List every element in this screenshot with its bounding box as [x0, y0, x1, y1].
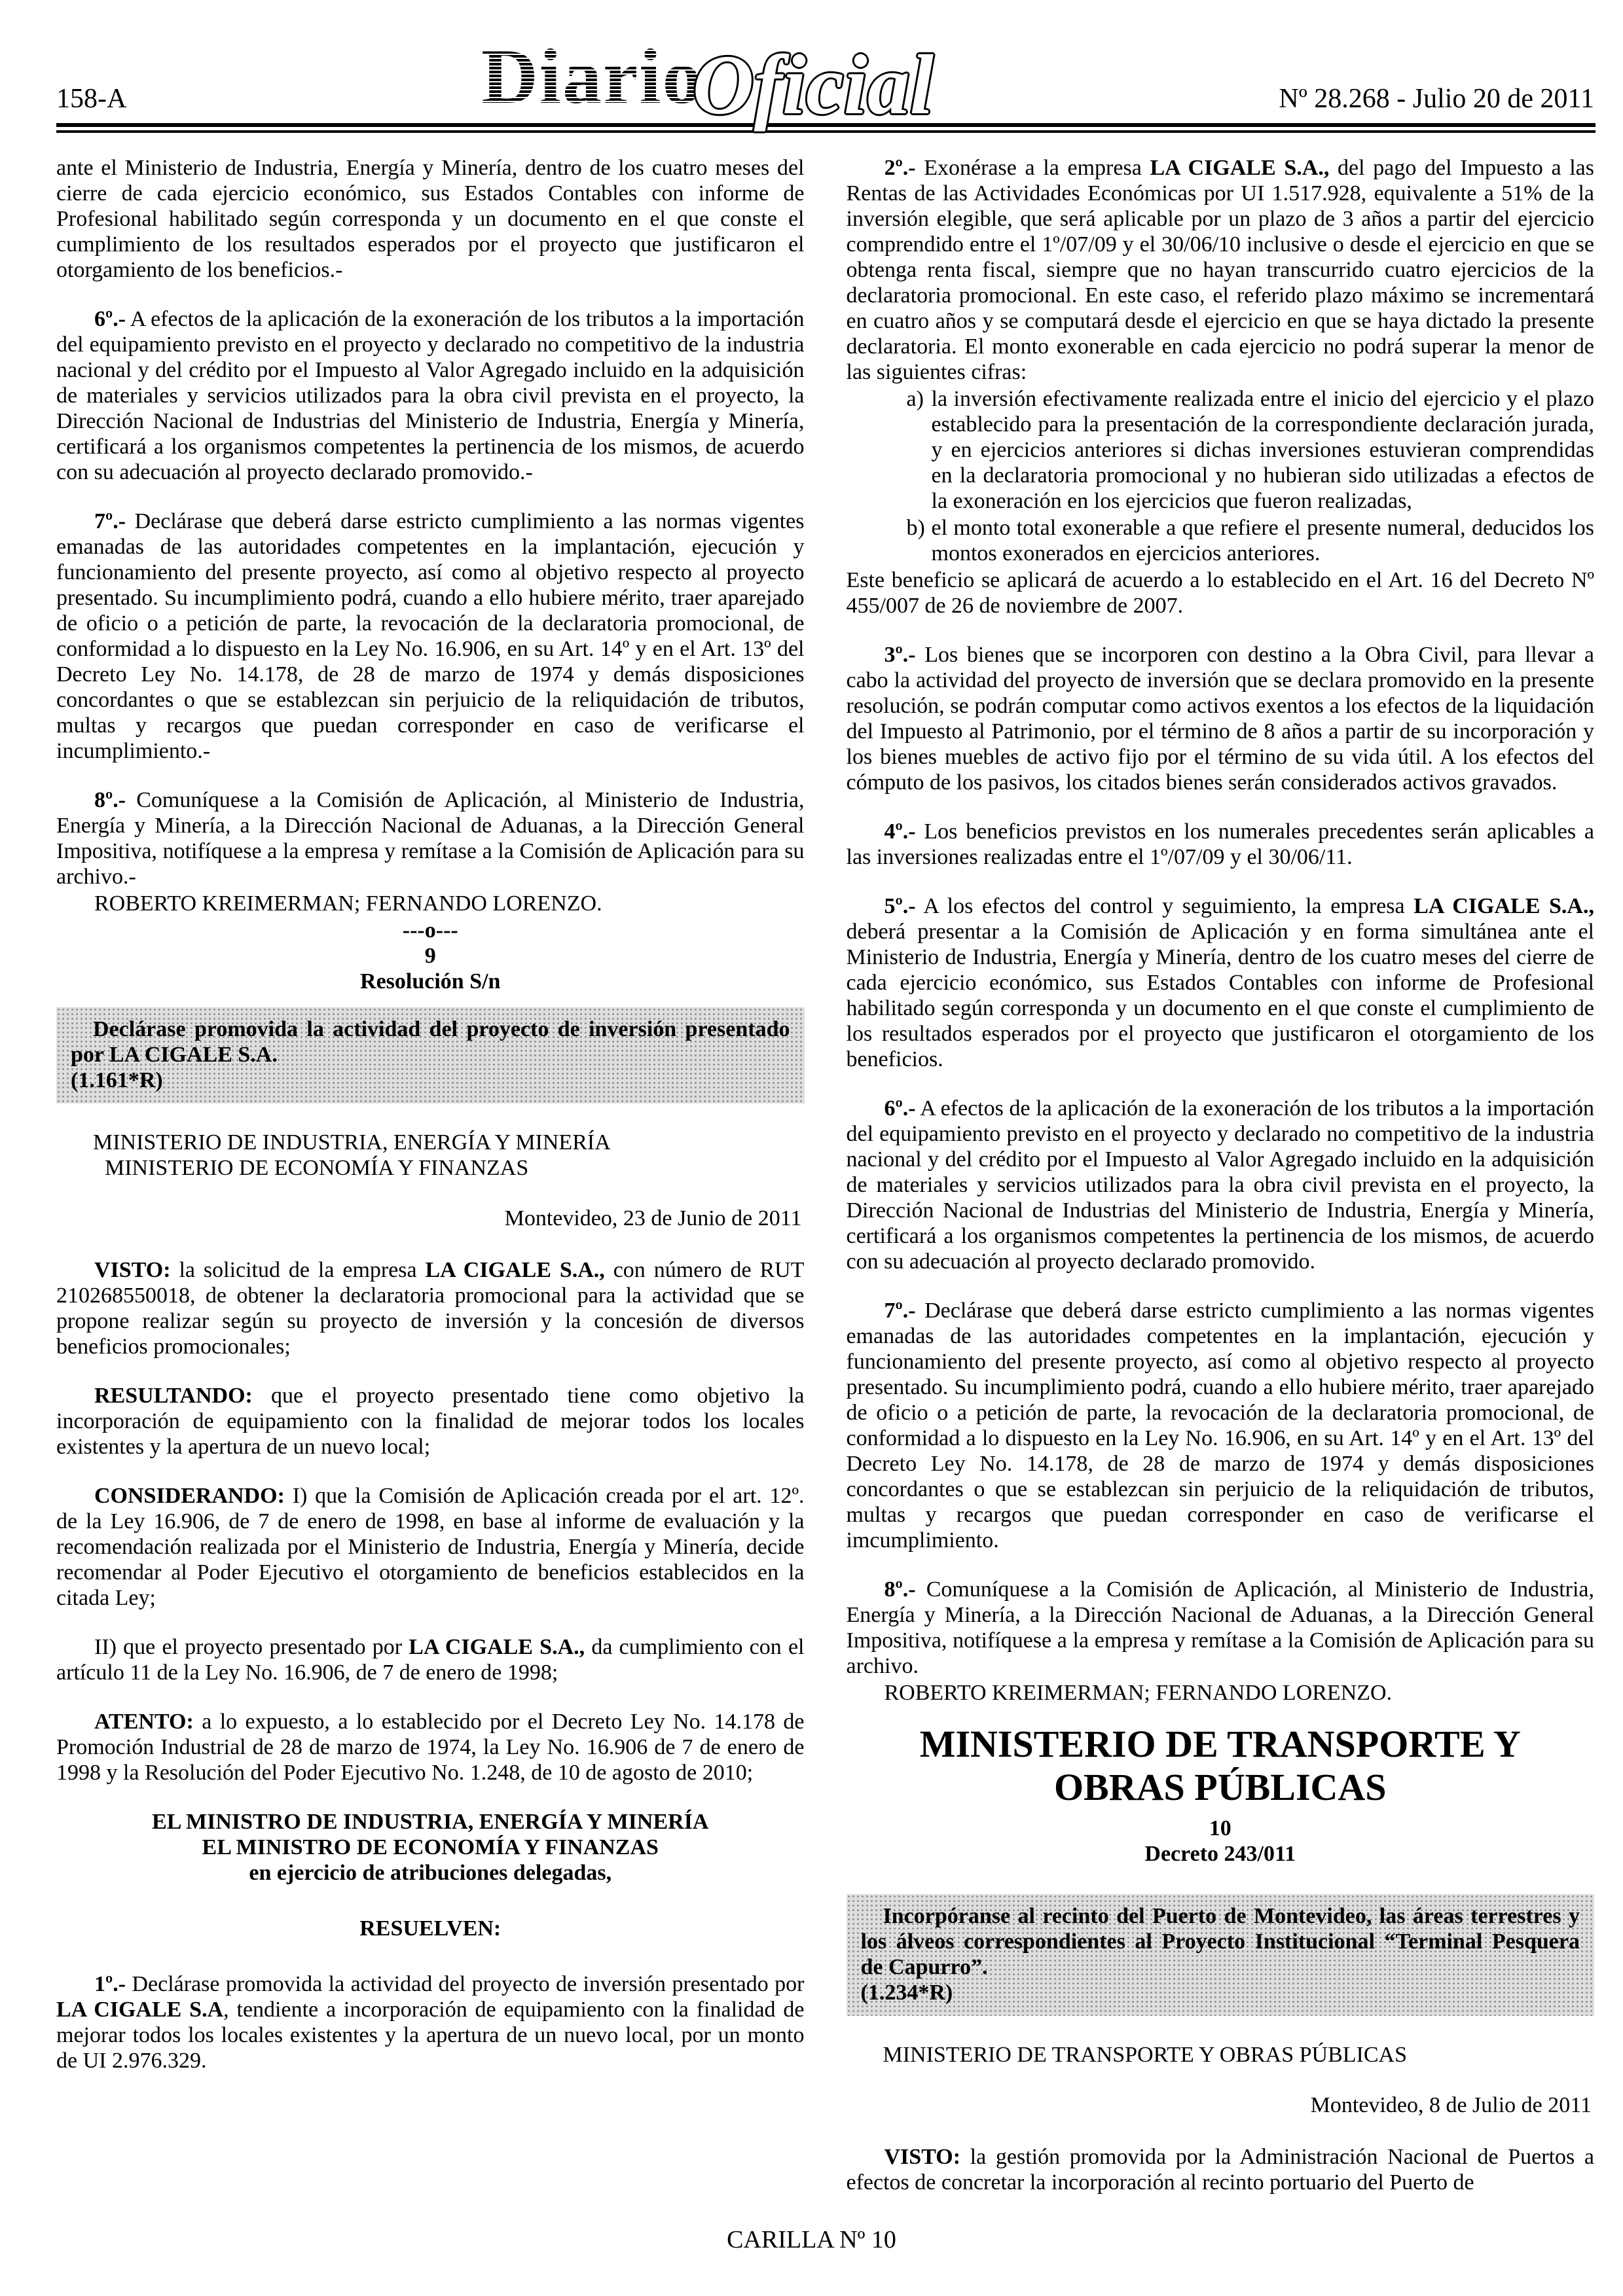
text-run: ROBERTO KREIMERMAN; FERNANDO LORENZO.	[94, 891, 602, 916]
list-marker: a)	[906, 387, 924, 411]
text-run: MINISTERIO DE TRANSPORTE Y OBRAS PÚBLICAS	[883, 2043, 1408, 2067]
paragraph	[56, 1257, 805, 1359]
centered-heading	[56, 1809, 805, 1835]
list-item	[847, 515, 1595, 566]
text-run: la inversión efectivamente realizada entre el inicio del ejercicio y el plazo establecido para la presentación de la correspondiente declaración jurada, y en ejercicios anteriores si dichas inversiones estuvieran comprendidas en la declaratoria promocional y no hubieran sido utilizadas a efectos de la exoneración en los ejercicios que fueron realizadas,	[931, 387, 1594, 513]
text-run: Declárase que deberá darse estricto cumplimiento a las normas vigentes emanadas de las autoridades competentes en la implantación, ejecución y funcionamiento del presente proyecto, así como al objetivo respecto al proyecto presentado. Su incumplimiento podrá, cuando a ello hubiere mérito, traer aparejado de oficio o a petición de parte, la revocación de la declaratoria promocional, de conformidad a lo dispuesto en la Ley No. 16.906, en su Art. 14º y en el Art. 13º del Decreto Ley No. 14.178, de 28 de marzo de 1974 y demás disposiciones concordantes o que se establezcan sin perjuicio de la reliquidación de tributos, multas y recargos que puedan corresponder en caso de verificarse el incumplimiento.-	[56, 509, 805, 763]
list-item	[847, 386, 1595, 514]
paragraph	[847, 1298, 1595, 1553]
text-run: , tendiente a incorporación de equipamiento con la finalidad de mejorar todos los locales existentes y la apertura de un nuevo local, por un monto de UI 2.976.329.	[56, 1998, 805, 2073]
text-run: deberá presentar a la Comisión de Aplicación y en forma simultánea ante el Ministerio de Industria, Energía y Minería, dentro de los cuatro meses del cierre de cada ejercicio económico, sus Estados Contables con informe de Profesional habilitado según corresponda y un documento en el que conste el cumplimiento de los resultados esperados por el proyecto que justificaron el otorgamiento de los beneficios.	[846, 920, 1594, 1071]
text-run: ROBERTO KREIMERMAN; FERNANDO LORENZO.	[884, 1681, 1393, 1705]
text-run: EL MINISTRO DE ECONOMÍA Y FINANZAS	[202, 1835, 659, 1859]
text-run: 8º.-	[94, 788, 126, 812]
centered-heading	[56, 969, 805, 994]
text-run: LA CIGALE S.A.,	[1413, 894, 1594, 918]
highlight-box-line: (1.161*R)	[71, 1068, 163, 1092]
text-run: MINISTERIO DE TRANSPORTE Y OBRAS PÚBLICAS	[919, 1723, 1521, 1808]
text-run: 9	[424, 944, 436, 968]
text-run: Montevideo, 23 de Junio de 2011	[504, 1206, 802, 1230]
text-run: Resolución S/n	[360, 969, 501, 994]
text-run: 6º.-	[94, 307, 126, 331]
text-run: Montevideo, 8 de Julio de 2011	[1310, 2093, 1592, 2117]
two-column-body	[0, 133, 1623, 2219]
text-run: 10	[1209, 1816, 1231, 1840]
text-run: 5º.-	[884, 894, 916, 918]
text-run: 6º.-	[884, 1096, 916, 1121]
page-header	[0, 0, 1623, 132]
paragraph	[847, 1096, 1595, 1274]
text-run: ATENTO:	[94, 1710, 194, 1734]
centered-heading	[56, 1916, 805, 1941]
text-run: A efectos de la aplicación de la exoneración de los tributos a la importación del equipamiento previsto en el proyecto y declarado no competitivo de la industria nacional y del crédito por el Impuesto al Valor Agregado incluido en la adquisición de materiales y servicios utilizados para la obra civil prevista en el proyecto, la Dirección Nacional de Industrias del Ministerio de Industria, Energía y Minería, certificará a los organismos competentes la pertinencia de los mismos, de acuerdo con su adecuación al proyecto declarado promovido.	[846, 1096, 1594, 1274]
oficial-wordmark: Oficial	[692, 37, 934, 132]
text-run: Comuníquese a la Comisión de Aplicación, al Ministerio de Industria, Energía y Minería, a la Dirección Nacional de Aduanas, a la Dirección General Impositiva, notifíquese a la empresa y remítase a la Comisión de Aplicación para su archivo.	[846, 1577, 1594, 1678]
text-run: que el proyecto presentado tiene como objetivo la incorporación de equipamiento con la finalidad de mejorar todos los locales existentes y la apertura de un nuevo local;	[56, 1384, 805, 1459]
text-run: Comuníquese a la Comisión de Aplicación, al Ministerio de Industria, Energía y Minería, a la Dirección Nacional de Aduanas, a la Dirección General Impositiva, notifíquese a la empresa y remítase a la Comisión de Aplicación para su archivo.-	[56, 788, 805, 889]
issue-label: Nº 28.268 - Julio 20 de 2011	[1279, 84, 1594, 114]
paragraph	[56, 509, 805, 764]
text-run: el monto total exonerable a que refiere el presente numeral, deducidos los montos exonerados en ejercicios anteriores.	[931, 516, 1594, 565]
text-run: Este beneficio se aplicará de acuerdo a lo establecido en el Art. 16 del Decreto Nº 455/007 de 26 de noviembre de 2007.	[846, 568, 1594, 618]
text-run: MINISTERIO DE ECONOMÍA Y FINANZAS	[105, 1156, 529, 1180]
paragraph	[56, 1483, 805, 1611]
paragraph	[56, 787, 805, 889]
section-heading	[866, 1723, 1575, 1809]
centered-heading	[847, 1816, 1595, 1841]
paragraph	[847, 893, 1595, 1072]
centered-heading	[56, 943, 805, 969]
list-marker: b)	[906, 516, 925, 540]
text-run: Los bienes que se incorporen con destino a la Obra Civil, para llevar a cabo la actividad del proyecto de inversión que se declara promovido en la presente resolución, se podrán computar como activos exentos a los efectos de la liquidación del Impuesto al Patrimonio, por el término de 8 años a partir de su incorporación y los bienes muebles de activo fijo por el término de su vida útil. A los efectos del cómputo de los pasivos, los citados bienes serán considerados activos gravados.	[846, 643, 1594, 795]
text-run: Decreto 243/011	[1144, 1842, 1296, 1866]
text-run: en ejercicio de atribuciones delegadas,	[249, 1861, 612, 1885]
text-run: con número de RUT 210268550018, de obtener la declaratoria promocional para la actividad que se propone realizar según su proyecto de inversión y la concesión de diversos beneficios promocionales;	[56, 1258, 805, 1359]
paragraph	[56, 155, 805, 283]
text-run: 1º.-	[94, 1972, 126, 1996]
highlight-box-line: Incorpóranse al recinto del Puerto de Montevideo, las áreas terrestres y los álveos correspondientes al Proyecto Institucional “Terminal Pesquera de Capurro”.	[860, 1904, 1580, 1979]
text-run: la solicitud de la empresa	[170, 1258, 426, 1282]
diario-wordmark: Diario	[481, 32, 703, 120]
text-run: del pago del Impuesto a las Rentas de las Actividades Económicas por UI 1.517.928, equivalente a 51% de la inversión elegible, que será aplicable por un plazo de 3 años a partir del ejercicio comprendido entre el 1º/07/09 y el 30/06/10 inclusive o desde el ejercicio en que se obtenga renta fiscal, siempre que no hayan transcurrido cuatro ejercicios de la declaratoria promocional. En este caso, el referido plazo máximo se incrementará en cuatro años y se computará desde el ejercicio en que se haya dictado la presente declaratoria. El monto exonerable en cada ejercicio no podrá superar la menor de las siguientes cifras:	[846, 156, 1595, 384]
text-run: LA CIGALE S.A.,	[409, 1635, 585, 1659]
paragraph	[56, 1971, 805, 2073]
text-run: Declárase promovida la actividad del proyecto de inversión presentado por	[126, 1972, 805, 1996]
text-run: I) que la Comisión de Aplicación creada por el art. 12º. de la Ley 16.906, de 7 de enero de 1998, en base al informe de evaluación y la recomendación realizada por el Ministerio de Industria, Energía y Minería, decide recomendar al Poder Ejecutivo el otorgamiento de beneficios establecidos en la citada Ley;	[56, 1484, 805, 1610]
signature-line	[847, 1680, 1595, 1706]
text-run: Los beneficios previstos en los numerales precedentes serán aplicables a las inversiones realizadas entre el 1º/07/09 y el 30/06/11.	[846, 819, 1594, 869]
text-run: MINISTERIO DE INDUSTRIA, ENERGÍA Y MINERÍA	[93, 1130, 611, 1155]
paragraph	[847, 819, 1595, 870]
text-run: 2º.-	[884, 156, 916, 180]
text-run: a lo expuesto, a lo establecido por el Decreto Ley No. 14.178 de Promoción Industrial de 28 de marzo de 1974, la Ley No. 16.906 de 7 de enero de 1998 y la Resolución del Poder Ejecutivo No. 1.248, de 10 de agosto de 2010;	[56, 1710, 805, 1785]
centered-heading	[56, 918, 805, 943]
page-label: 158-A	[56, 84, 127, 114]
ministry-line	[847, 2042, 1595, 2068]
text-run: CONSIDERANDO:	[94, 1484, 285, 1508]
text-run: VISTO:	[94, 1258, 171, 1282]
paragraph	[847, 2144, 1595, 2195]
text-run: RESUELVEN:	[359, 1916, 501, 1941]
highlight-box	[847, 1894, 1595, 2016]
text-run: 7º.-	[884, 1299, 916, 1323]
centered-heading	[56, 1835, 805, 1860]
paragraph	[847, 155, 1595, 385]
paragraph	[56, 1709, 805, 1785]
paragraph	[847, 642, 1595, 795]
paragraph	[847, 567, 1595, 619]
paragraph	[56, 306, 805, 485]
centered-heading	[847, 1841, 1595, 1867]
ministry-line	[56, 1155, 805, 1181]
dateline	[56, 1206, 805, 1231]
centered-heading	[56, 1860, 805, 1886]
text-run: VISTO:	[884, 2145, 961, 2169]
highlight-box-line: (1.234*R)	[860, 1981, 953, 2005]
column-left	[56, 155, 805, 2219]
paragraph	[56, 1634, 805, 1685]
text-run: ---o---	[402, 918, 458, 942]
text-run: 4º.-	[884, 819, 916, 844]
text-run: 3º.-	[884, 643, 916, 667]
text-run: LA CIGALE S.A.,	[425, 1258, 605, 1282]
text-run: 7º.-	[94, 509, 126, 533]
text-run: 8º.-	[884, 1577, 916, 1602]
dateline	[847, 2092, 1595, 2118]
text-run: LA CIGALE S.A.,	[1150, 156, 1330, 180]
text-run: da cumplimiento con el artículo 11 de la Ley No. 16.906, de 7 de enero de 1998;	[56, 1635, 805, 1685]
paragraph	[56, 1383, 805, 1460]
ministry-line	[56, 1130, 805, 1155]
masthead-logo	[253, 32, 1162, 132]
text-run: la gestión promovida por la Administración Nacional de Puertos a efectos de concretar la incorporación al recinto portuario del Puerto de	[846, 2145, 1594, 2195]
signature-line	[56, 891, 805, 916]
page-footer: CARILLA Nº 10	[727, 2226, 896, 2253]
paragraph	[847, 1577, 1595, 1679]
text-run: A efectos de la aplicación de la exoneración de los tributos a la importación del equipamiento previsto en el proyecto y declarado no competitivo de la industria nacional y del crédito por el Impuesto al Valor Agregado incluido en la adquisición de materiales y servicios utilizados para la obra civil prevista en el proyecto, la Dirección Nacional de Industrias del Ministerio de Industria, Energía y Minería, certificará a los organismos competentes la pertinencia de los mismos, de acuerdo con su adecuación al proyecto declarado promovido.-	[56, 307, 805, 484]
text-run: RESULTANDO:	[94, 1384, 253, 1408]
text-run: Exonérase a la empresa	[915, 156, 1150, 180]
text-run: Declárase que deberá darse estricto cumplimiento a las normas vigentes emanadas de las autoridades competentes en la implantación, ejecución y funcionamiento del presente proyecto, así como al objetivo respecto al proyecto presentado. Su incumplimiento podrá, cuando a ello hubiere mérito, traer aparejado de oficio o a petición de parte, la revocación de la declaratoria promocional, de conformidad a lo dispuesto en la Ley No. 16.906, en su Art. 14º y en el Art. 13º del Decreto Ley No. 14.178, de 28 de marzo de 1974 y demás disposiciones concordantes o que se establezcan sin perjuicio de la reliquidación de tributos, multas y recargos que puedan corresponder en caso de verificarse el imcumplimiento.	[846, 1299, 1594, 1552]
column-right	[847, 155, 1595, 2219]
highlight-box-line: Declárase promovida la actividad del proyecto de inversión presentado por LA CIGALE S.A.	[71, 1017, 790, 1067]
text-run: A los efectos del control y seguimiento, la empresa	[915, 894, 1414, 918]
text-run: II) que el proyecto presentado por	[94, 1635, 409, 1659]
text-run: LA CIGALE S.A	[56, 1998, 224, 2022]
highlight-box	[56, 1007, 805, 1103]
text-run: EL MINISTRO DE INDUSTRIA, ENERGÍA Y MINERÍA	[152, 1810, 709, 1834]
text-run: ante el Ministerio de Industria, Energía y Minería, dentro de los cuatro meses del cierre de cada ejercicio económico, sus Estados Contables con informe de Profesional habilitado según corresponda y un documento en el que conste el cumplimiento de los resultados esperados por el proyecto que justificaron el otorgamiento de los beneficios.-	[56, 156, 805, 282]
